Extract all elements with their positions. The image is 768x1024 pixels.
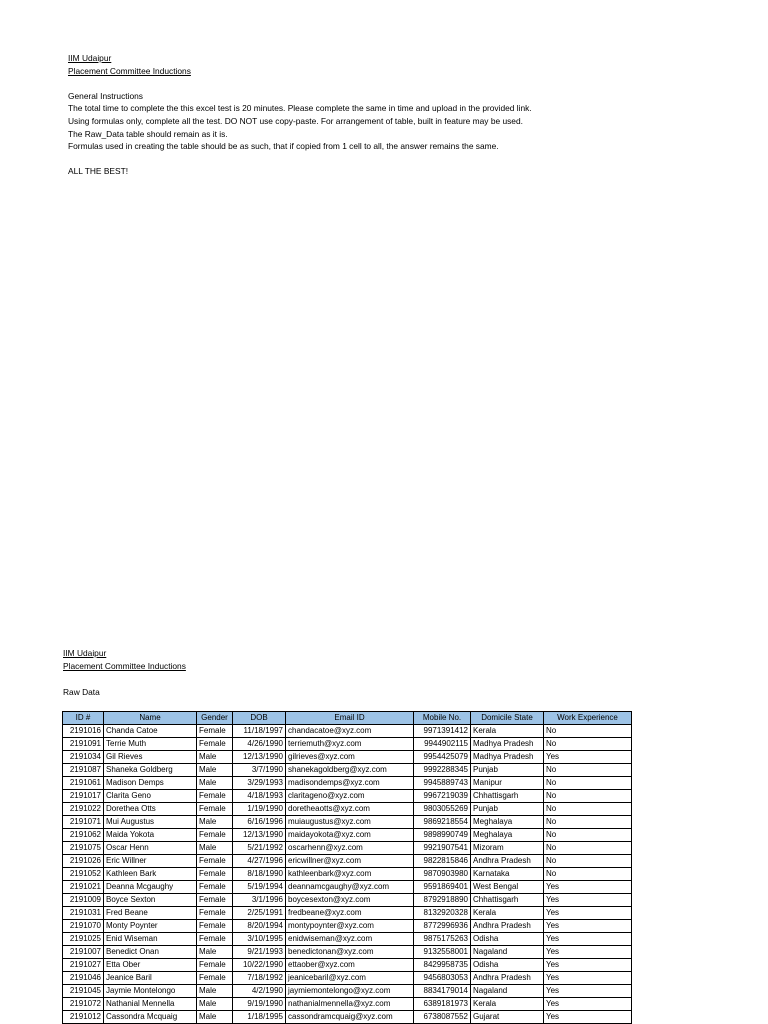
cell-experience: Yes bbox=[544, 959, 632, 972]
cell-experience: Yes bbox=[544, 998, 632, 1011]
cell-gender: Female bbox=[197, 907, 233, 920]
cell-mobile: 6389181973 bbox=[414, 998, 471, 1011]
cell-state: Andhra Pradesh bbox=[471, 972, 544, 985]
cell-id: 2191017 bbox=[63, 790, 104, 803]
table-row bbox=[63, 933, 632, 946]
cell-state: Madhya Pradesh bbox=[471, 738, 544, 751]
cell-state: Nagaland bbox=[471, 946, 544, 959]
cell-experience: Yes bbox=[544, 1011, 632, 1024]
cell-experience: Yes bbox=[544, 972, 632, 985]
cell-dob: 4/2/1990 bbox=[233, 985, 286, 998]
cell-gender: Female bbox=[197, 972, 233, 985]
cell-email: chandacatoe@xyz.com bbox=[286, 725, 414, 738]
table-row bbox=[63, 790, 632, 803]
cell-name: Jeanice Baril bbox=[104, 972, 197, 985]
cell-gender: Female bbox=[197, 868, 233, 881]
cell-experience: No bbox=[544, 842, 632, 855]
cell-gender: Female bbox=[197, 920, 233, 933]
cell-name: Madison Demps bbox=[104, 777, 197, 790]
cell-email: gilrieves@xyz.com bbox=[286, 751, 414, 764]
cell-email: kathleenbark@xyz.com bbox=[286, 868, 414, 881]
cell-mobile: 9869218554 bbox=[414, 816, 471, 829]
cell-state: Gujarat bbox=[471, 1011, 544, 1024]
cell-name: Nathanial Mennella bbox=[104, 998, 197, 1011]
cell-id: 2191061 bbox=[63, 777, 104, 790]
cell-email: boycesexton@xyz.com bbox=[286, 894, 414, 907]
column-header-gender: Gender bbox=[197, 712, 233, 725]
table-row bbox=[63, 894, 632, 907]
cell-email: deannamcgaughy@xyz.com bbox=[286, 881, 414, 894]
cell-email: enidwiseman@xyz.com bbox=[286, 933, 414, 946]
cell-id: 2191009 bbox=[63, 894, 104, 907]
cell-gender: Female bbox=[197, 725, 233, 738]
cell-id: 2191062 bbox=[63, 829, 104, 842]
cell-experience: No bbox=[544, 738, 632, 751]
cell-name: Dorethea Otts bbox=[104, 803, 197, 816]
cell-experience: Yes bbox=[544, 881, 632, 894]
org-title-2: IIM Udaipur bbox=[63, 648, 107, 658]
cell-mobile: 8429958735 bbox=[414, 959, 471, 972]
instruction-line: Formulas used in creating the table should be as such, that if copied from 1 cell to all, the answer remains the same. bbox=[68, 141, 499, 152]
cell-experience: No bbox=[544, 816, 632, 829]
cell-gender: Male bbox=[197, 842, 233, 855]
cell-name: Enid Wiseman bbox=[104, 933, 197, 946]
cell-dob: 11/18/1997 bbox=[233, 725, 286, 738]
instructions-section bbox=[68, 52, 532, 178]
cell-id: 2191021 bbox=[63, 881, 104, 894]
cell-experience: No bbox=[544, 777, 632, 790]
cell-state: Mizoram bbox=[471, 842, 544, 855]
cell-experience: Yes bbox=[544, 907, 632, 920]
cell-name: Jaymie Montelongo bbox=[104, 985, 197, 998]
column-header-email: Email ID bbox=[286, 712, 414, 725]
cell-state: Manipur bbox=[471, 777, 544, 790]
cell-id: 2191052 bbox=[63, 868, 104, 881]
table-row bbox=[63, 725, 632, 738]
cell-email: madisondemps@xyz.com bbox=[286, 777, 414, 790]
cell-id: 2191034 bbox=[63, 751, 104, 764]
cell-mobile: 8772996936 bbox=[414, 920, 471, 933]
cell-mobile: 9954425079 bbox=[414, 751, 471, 764]
cell-gender: Female bbox=[197, 855, 233, 868]
cell-email: oscarhenn@xyz.com bbox=[286, 842, 414, 855]
raw-data-body bbox=[63, 725, 632, 1024]
table-row bbox=[63, 777, 632, 790]
instruction-line: The total time to complete the this excel test is 20 minutes. Please complete the same in time and upload in the provided link. bbox=[68, 103, 532, 114]
cell-name: Kathleen Bark bbox=[104, 868, 197, 881]
cell-state: Kerala bbox=[471, 907, 544, 920]
cell-email: cassondramcquaig@xyz.com bbox=[286, 1011, 414, 1024]
cell-dob: 3/29/1993 bbox=[233, 777, 286, 790]
cell-id: 2191016 bbox=[63, 725, 104, 738]
table-row bbox=[63, 816, 632, 829]
instructions-heading: General Instructions bbox=[68, 90, 143, 101]
column-header-dob: DOB bbox=[233, 712, 286, 725]
cell-email: shanekagoldberg@xyz.com bbox=[286, 764, 414, 777]
cell-dob: 4/18/1993 bbox=[233, 790, 286, 803]
cell-dob: 10/22/1990 bbox=[233, 959, 286, 972]
raw-data-title: Raw Data bbox=[63, 687, 100, 697]
table-row bbox=[63, 868, 632, 881]
cell-id: 2191027 bbox=[63, 959, 104, 972]
table-header-row bbox=[63, 712, 632, 725]
table-row bbox=[63, 998, 632, 1011]
cell-id: 2191022 bbox=[63, 803, 104, 816]
table-row bbox=[63, 985, 632, 998]
cell-dob: 4/27/1996 bbox=[233, 855, 286, 868]
column-header-name: Name bbox=[104, 712, 197, 725]
cell-name: Monty Poynter bbox=[104, 920, 197, 933]
cell-state: Kerala bbox=[471, 998, 544, 1011]
cell-mobile: 6738087552 bbox=[414, 1011, 471, 1024]
cell-dob: 6/16/1996 bbox=[233, 816, 286, 829]
cell-id: 2191091 bbox=[63, 738, 104, 751]
cell-email: benedictonan@xyz.com bbox=[286, 946, 414, 959]
cell-experience: No bbox=[544, 868, 632, 881]
cell-name: Terrie Muth bbox=[104, 738, 197, 751]
cell-dob: 5/21/1992 bbox=[233, 842, 286, 855]
cell-state: Andhra Pradesh bbox=[471, 920, 544, 933]
cell-id: 2191071 bbox=[63, 816, 104, 829]
table-row bbox=[63, 907, 632, 920]
cell-gender: Female bbox=[197, 803, 233, 816]
cell-name: Cassondra Mcquaig bbox=[104, 1011, 197, 1024]
cell-gender: Female bbox=[197, 933, 233, 946]
raw-data-table bbox=[62, 711, 632, 1024]
cell-email: fredbeane@xyz.com bbox=[286, 907, 414, 920]
raw-data-header bbox=[63, 647, 186, 672]
cell-gender: Male bbox=[197, 764, 233, 777]
cell-mobile: 9945889743 bbox=[414, 777, 471, 790]
table-row bbox=[63, 842, 632, 855]
cell-state: Madhya Pradesh bbox=[471, 751, 544, 764]
cell-dob: 1/18/1995 bbox=[233, 1011, 286, 1024]
table-row bbox=[63, 881, 632, 894]
table-row bbox=[63, 764, 632, 777]
cell-name: Fred Beane bbox=[104, 907, 197, 920]
cell-id: 2191012 bbox=[63, 1011, 104, 1024]
table-row bbox=[63, 920, 632, 933]
cell-gender: Male bbox=[197, 816, 233, 829]
cell-name: Clarita Geno bbox=[104, 790, 197, 803]
cell-gender: Female bbox=[197, 829, 233, 842]
column-header-state: Domicile State bbox=[471, 712, 544, 725]
cell-email: jaymiemontelongo@xyz.com bbox=[286, 985, 414, 998]
cell-id: 2191045 bbox=[63, 985, 104, 998]
table-row bbox=[63, 829, 632, 842]
cell-name: Maida Yokota bbox=[104, 829, 197, 842]
cell-gender: Female bbox=[197, 894, 233, 907]
cell-dob: 3/1/1996 bbox=[233, 894, 286, 907]
cell-mobile: 8132920328 bbox=[414, 907, 471, 920]
cell-dob: 3/10/1995 bbox=[233, 933, 286, 946]
cell-gender: Female bbox=[197, 738, 233, 751]
cell-experience: No bbox=[544, 855, 632, 868]
cell-id: 2191046 bbox=[63, 972, 104, 985]
cell-id: 2191087 bbox=[63, 764, 104, 777]
table-row bbox=[63, 959, 632, 972]
closing-text: ALL THE BEST! bbox=[68, 166, 129, 177]
cell-state: Nagaland bbox=[471, 985, 544, 998]
cell-name: Chanda Catoe bbox=[104, 725, 197, 738]
cell-mobile: 8834179014 bbox=[414, 985, 471, 998]
cell-dob: 7/18/1992 bbox=[233, 972, 286, 985]
cell-email: maidayokota@xyz.com bbox=[286, 829, 414, 842]
cell-email: terriemuth@xyz.com bbox=[286, 738, 414, 751]
cell-state: Odisha bbox=[471, 933, 544, 946]
instruction-line: Using formulas only, complete all the test. DO NOT use copy-paste. For arrangement of table, built in feature may be used. bbox=[68, 115, 523, 126]
cell-state: Chhattisgarh bbox=[471, 894, 544, 907]
cell-gender: Male bbox=[197, 751, 233, 764]
cell-gender: Male bbox=[197, 985, 233, 998]
cell-state: Meghalaya bbox=[471, 816, 544, 829]
instruction-line: The Raw_Data table should remain as it is. bbox=[68, 128, 228, 139]
cell-mobile: 9971391412 bbox=[414, 725, 471, 738]
cell-email: nathanialmennella@xyz.com bbox=[286, 998, 414, 1011]
cell-state: West Bengal bbox=[471, 881, 544, 894]
committee-title-2: Placement Committee Inductions bbox=[63, 660, 186, 671]
cell-experience: Yes bbox=[544, 946, 632, 959]
cell-name: Deanna Mcgaughy bbox=[104, 881, 197, 894]
instructions-list bbox=[68, 102, 532, 152]
cell-id: 2191072 bbox=[63, 998, 104, 1011]
cell-mobile: 9944902115 bbox=[414, 738, 471, 751]
cell-mobile: 9967219039 bbox=[414, 790, 471, 803]
cell-experience: No bbox=[544, 803, 632, 816]
cell-dob: 4/26/1990 bbox=[233, 738, 286, 751]
cell-experience: Yes bbox=[544, 933, 632, 946]
cell-experience: Yes bbox=[544, 920, 632, 933]
cell-state: Meghalaya bbox=[471, 829, 544, 842]
cell-experience: No bbox=[544, 764, 632, 777]
cell-mobile: 9921907541 bbox=[414, 842, 471, 855]
cell-gender: Male bbox=[197, 946, 233, 959]
cell-mobile: 8792918890 bbox=[414, 894, 471, 907]
cell-gender: Female bbox=[197, 959, 233, 972]
cell-dob: 1/19/1990 bbox=[233, 803, 286, 816]
committee-title: Placement Committee Inductions bbox=[68, 65, 191, 76]
cell-email: montypoynter@xyz.com bbox=[286, 920, 414, 933]
cell-dob: 5/19/1994 bbox=[233, 881, 286, 894]
cell-experience: Yes bbox=[544, 751, 632, 764]
cell-gender: Male bbox=[197, 998, 233, 1011]
cell-state: Karnataka bbox=[471, 868, 544, 881]
table-row bbox=[63, 803, 632, 816]
cell-id: 2191070 bbox=[63, 920, 104, 933]
table-row bbox=[63, 1011, 632, 1024]
cell-id: 2191025 bbox=[63, 933, 104, 946]
cell-id: 2191031 bbox=[63, 907, 104, 920]
cell-name: Gil Rieves bbox=[104, 751, 197, 764]
cell-state: Odisha bbox=[471, 959, 544, 972]
cell-state: Chhattisgarh bbox=[471, 790, 544, 803]
table-row bbox=[63, 751, 632, 764]
cell-dob: 8/18/1990 bbox=[233, 868, 286, 881]
cell-email: doretheaotts@xyz.com bbox=[286, 803, 414, 816]
cell-state: Punjab bbox=[471, 803, 544, 816]
cell-experience: No bbox=[544, 829, 632, 842]
org-title: IIM Udaipur bbox=[68, 53, 112, 63]
column-header-mobile: Mobile No. bbox=[414, 712, 471, 725]
cell-mobile: 9132558001 bbox=[414, 946, 471, 959]
cell-gender: Male bbox=[197, 1011, 233, 1024]
column-header-experience: Work Experience bbox=[544, 712, 632, 725]
cell-experience: Yes bbox=[544, 985, 632, 998]
cell-experience: No bbox=[544, 725, 632, 738]
cell-dob: 8/20/1994 bbox=[233, 920, 286, 933]
cell-name: Oscar Henn bbox=[104, 842, 197, 855]
cell-experience: No bbox=[544, 790, 632, 803]
cell-name: Mui Augustus bbox=[104, 816, 197, 829]
cell-state: Punjab bbox=[471, 764, 544, 777]
cell-email: ericwillner@xyz.com bbox=[286, 855, 414, 868]
cell-id: 2191007 bbox=[63, 946, 104, 959]
table-row bbox=[63, 855, 632, 868]
cell-name: Boyce Sexton bbox=[104, 894, 197, 907]
column-header-id: ID # bbox=[63, 712, 104, 725]
cell-name: Eric Willner bbox=[104, 855, 197, 868]
cell-id: 2191026 bbox=[63, 855, 104, 868]
cell-state: Andhra Pradesh bbox=[471, 855, 544, 868]
cell-mobile: 9591869401 bbox=[414, 881, 471, 894]
cell-dob: 12/13/1990 bbox=[233, 751, 286, 764]
cell-dob: 12/13/1990 bbox=[233, 829, 286, 842]
table-row bbox=[63, 738, 632, 751]
cell-name: Etta Ober bbox=[104, 959, 197, 972]
cell-email: claritageno@xyz.com bbox=[286, 790, 414, 803]
cell-gender: Female bbox=[197, 881, 233, 894]
cell-name: Benedict Onan bbox=[104, 946, 197, 959]
cell-mobile: 9822815846 bbox=[414, 855, 471, 868]
cell-mobile: 9992288345 bbox=[414, 764, 471, 777]
cell-email: muiaugustus@xyz.com bbox=[286, 816, 414, 829]
table-row bbox=[63, 972, 632, 985]
cell-email: jeanicebaril@xyz.com bbox=[286, 972, 414, 985]
cell-email: ettaober@xyz.com bbox=[286, 959, 414, 972]
cell-mobile: 9456803053 bbox=[414, 972, 471, 985]
cell-experience: Yes bbox=[544, 894, 632, 907]
cell-dob: 2/25/1991 bbox=[233, 907, 286, 920]
cell-dob: 3/7/1990 bbox=[233, 764, 286, 777]
cell-dob: 9/19/1990 bbox=[233, 998, 286, 1011]
cell-mobile: 9898990749 bbox=[414, 829, 471, 842]
cell-mobile: 9870903980 bbox=[414, 868, 471, 881]
cell-state: Kerala bbox=[471, 725, 544, 738]
cell-gender: Female bbox=[197, 790, 233, 803]
cell-name: Shaneka Goldberg bbox=[104, 764, 197, 777]
table-row bbox=[63, 946, 632, 959]
cell-id: 2191075 bbox=[63, 842, 104, 855]
cell-mobile: 9875175263 bbox=[414, 933, 471, 946]
cell-dob: 9/21/1993 bbox=[233, 946, 286, 959]
cell-gender: Male bbox=[197, 777, 233, 790]
cell-mobile: 9803055269 bbox=[414, 803, 471, 816]
